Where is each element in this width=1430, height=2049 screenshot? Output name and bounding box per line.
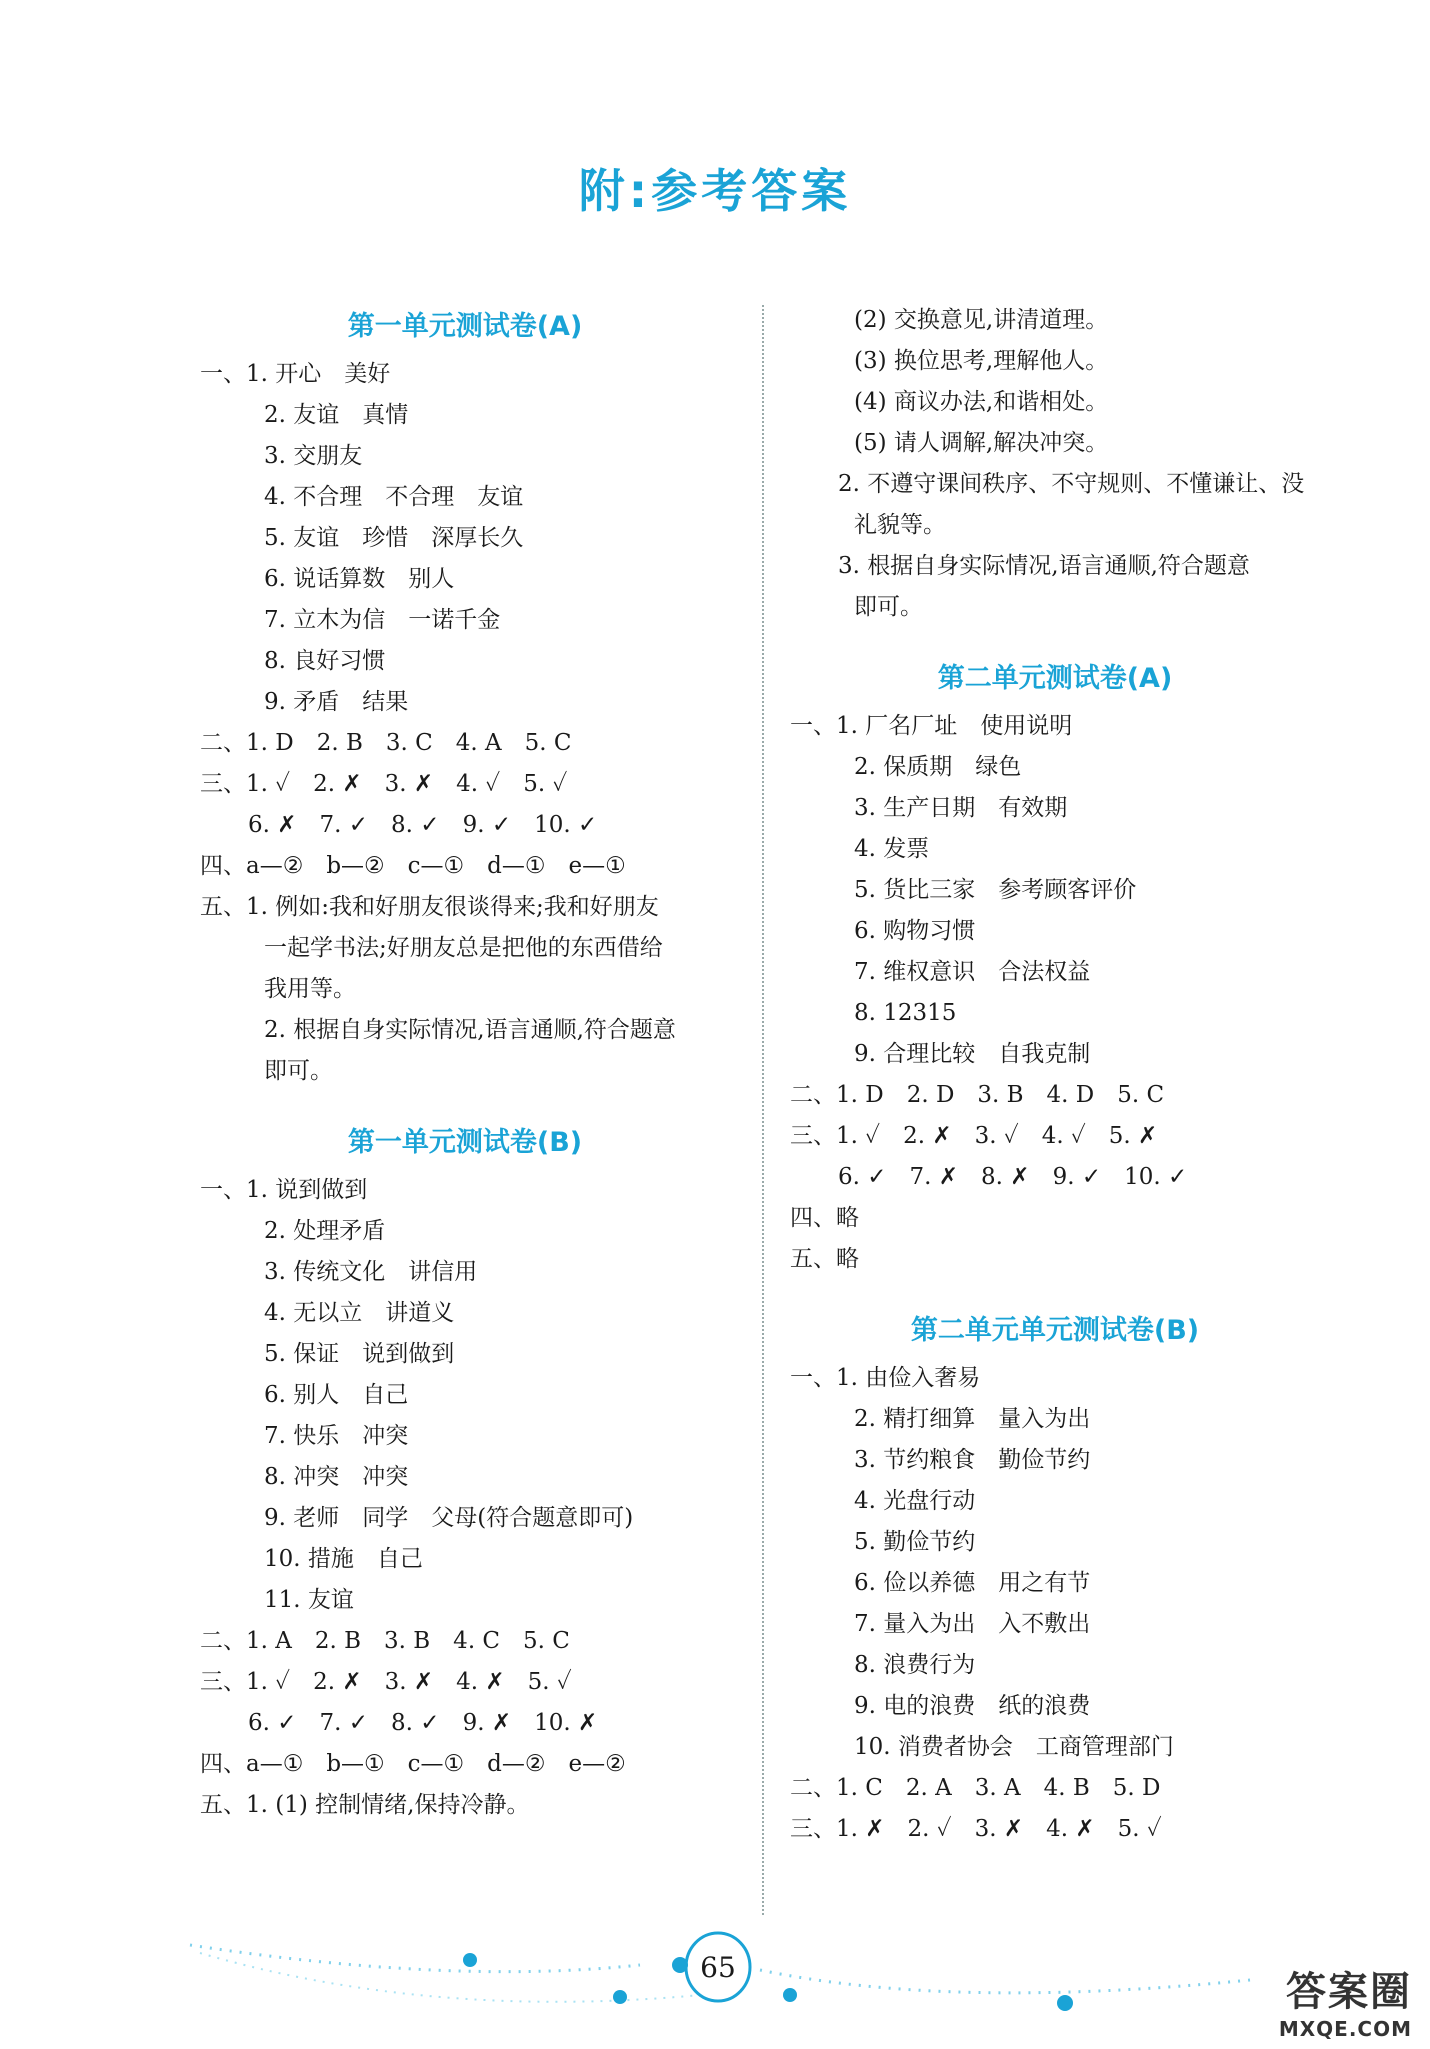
answer-line: 三、1. ✓ 2. ✗ 3. ✗ 4. ✗ 5. ✓ bbox=[200, 1669, 572, 1695]
right-column bbox=[790, 300, 1320, 1850]
answer-line: 5. 友谊 珍惜 深厚长久 bbox=[264, 525, 524, 551]
section-gap bbox=[790, 1280, 1320, 1304]
answer-line: 3. 节约粮食 勤俭节约 bbox=[854, 1447, 1091, 1473]
column-divider bbox=[762, 305, 764, 1915]
answer-line: 5. 货比三家 参考顾客评价 bbox=[854, 877, 1137, 903]
watermark-site: MXQE.COM bbox=[1278, 2017, 1412, 2041]
answer-line: 2. 不遵守课间秩序、不守规则、不懂谦让、没 bbox=[838, 471, 1305, 497]
answer-line: 五、1. 例如:我和好朋友很谈得来;我和好朋友 bbox=[200, 894, 659, 920]
answer-line: 我用等。 bbox=[264, 976, 356, 1002]
answer-line: 二、1. D 2. D 3. B 4. D 5. C bbox=[790, 1082, 1165, 1108]
section-title: 第一单元测试卷(A) bbox=[347, 311, 583, 342]
answer-line: 10. 措施 自己 bbox=[264, 1546, 423, 1572]
answer-line: 4. 不合理 不合理 友谊 bbox=[264, 484, 524, 510]
answer-line: 6. 别人 自己 bbox=[264, 1382, 409, 1408]
answer-line: 四、a—② b—② c—① d—① e—① bbox=[200, 853, 626, 879]
answer-line: 4. 无以立 讲道义 bbox=[264, 1300, 455, 1326]
answer-line: 三、1. ✓ 2. ✗ 3. ✗ 4. ✓ 5. ✓ bbox=[200, 771, 568, 797]
answer-line: 3. 传统文化 讲信用 bbox=[264, 1259, 478, 1285]
answer-line: 8. 12315 bbox=[854, 1000, 957, 1026]
watermark-logo: 答案圈 bbox=[1286, 1969, 1412, 2015]
answer-line: 6. 俭以养德 用之有节 bbox=[854, 1570, 1091, 1596]
answer-line: (3) 换位思考,理解他人。 bbox=[854, 348, 1109, 374]
answer-line: 7. 快乐 冲突 bbox=[264, 1423, 409, 1449]
answer-line: 10. 消费者协会 工商管理部门 bbox=[854, 1734, 1174, 1760]
answer-line: 9. 电的浪费 纸的浪费 bbox=[854, 1693, 1091, 1719]
answer-line: 2. 保质期 绿色 bbox=[854, 754, 1022, 780]
section-title: 第二单元测试卷(A) bbox=[937, 663, 1173, 694]
answer-line: 7. 维权意识 合法权益 bbox=[854, 959, 1091, 985]
answer-line: 11. 友谊 bbox=[264, 1587, 354, 1613]
answer-line: 即可。 bbox=[854, 594, 923, 620]
answer-line: 二、1. A 2. B 3. B 4. C 5. C bbox=[200, 1628, 570, 1654]
answer-line: 7. 立木为信 一诺千金 bbox=[264, 607, 501, 633]
answer-line: 5. 保证 说到做到 bbox=[264, 1341, 455, 1367]
answer-line: 8. 良好习惯 bbox=[264, 648, 386, 674]
answer-line: 9. 老师 同学 父母(符合题意即可) bbox=[264, 1505, 634, 1531]
answer-line: 6. ✓ 7. ✗ 8. ✗ 9. ✓ 10. ✓ bbox=[838, 1164, 1188, 1190]
answer-line: 2. 精打细算 量入为出 bbox=[854, 1406, 1091, 1432]
answer-line: 9. 合理比较 自我克制 bbox=[854, 1041, 1091, 1067]
answer-line: 8. 冲突 冲突 bbox=[264, 1464, 409, 1490]
site-watermark bbox=[1279, 1960, 1412, 2041]
section-title: 第一单元测试卷(B) bbox=[347, 1127, 583, 1158]
answer-line: 3. 交朋友 bbox=[264, 443, 363, 469]
section-gap bbox=[200, 1092, 730, 1116]
answer-line: 一、1. 厂名厂址 使用说明 bbox=[790, 713, 1073, 739]
left-column bbox=[200, 300, 730, 1826]
answer-line: 6. ✓ 7. ✓ 8. ✓ 9. ✗ 10. ✗ bbox=[248, 1710, 598, 1736]
answer-line: 3. 根据自身实际情况,语言通顺,符合题意 bbox=[838, 553, 1250, 579]
answer-line: 9. 矛盾 结果 bbox=[264, 689, 409, 715]
answer-line: 6. 说话算数 别人 bbox=[264, 566, 455, 592]
answer-line: 一、1. 由俭入奢易 bbox=[790, 1365, 981, 1391]
answer-line: 8. 浪费行为 bbox=[854, 1652, 976, 1678]
answer-line: 一起学书法;好朋友总是把他的东西借给 bbox=[264, 935, 663, 961]
answer-line: 即可。 bbox=[264, 1058, 333, 1084]
answer-line: (5) 请人调解,解决冲突。 bbox=[854, 430, 1109, 456]
answer-line: 四、略 bbox=[790, 1205, 859, 1231]
answer-line: 4. 发票 bbox=[854, 836, 930, 862]
page-number: 65 bbox=[700, 1951, 736, 1984]
answer-line: 6. ✗ 7. ✓ 8. ✓ 9. ✓ 10. ✓ bbox=[248, 812, 598, 838]
answer-line: 一、1. 开心 美好 bbox=[200, 361, 391, 387]
answer-line: 四、a—① b—① c—① d—② e—② bbox=[200, 1751, 626, 1777]
answer-line: (2) 交换意见,讲清道理。 bbox=[854, 307, 1109, 333]
answer-line: 2. 根据自身实际情况,语言通顺,符合题意 bbox=[264, 1017, 676, 1043]
answer-line: 二、1. D 2. B 3. C 4. A 5. C bbox=[200, 730, 572, 756]
answer-line: 三、1. ✓ 2. ✗ 3. ✓ 4. ✓ 5. ✗ bbox=[790, 1123, 1158, 1149]
answer-line: 三、1. ✗ 2. ✓ 3. ✗ 4. ✗ 5. ✓ bbox=[790, 1816, 1162, 1842]
answer-line: 五、略 bbox=[790, 1246, 859, 1272]
answer-line: 3. 生产日期 有效期 bbox=[854, 795, 1068, 821]
section-gap bbox=[790, 628, 1320, 652]
answer-line: 礼貌等。 bbox=[854, 512, 946, 538]
page-title: 附:参考答案 bbox=[578, 164, 852, 218]
answer-line: 6. 购物习惯 bbox=[854, 918, 976, 944]
answer-line: 7. 量入为出 入不敷出 bbox=[854, 1611, 1091, 1637]
section-title: 第二单元单元测试卷(B) bbox=[910, 1315, 1200, 1346]
answer-line: 4. 光盘行动 bbox=[854, 1488, 976, 1514]
answer-line: 5. 勤俭节约 bbox=[854, 1529, 976, 1555]
answer-line: 五、1. (1) 控制情绪,保持冷静。 bbox=[200, 1792, 530, 1818]
answer-line: 二、1. C 2. A 3. A 4. B 5. D bbox=[790, 1775, 1161, 1801]
answer-line: 2. 处理矛盾 bbox=[264, 1218, 386, 1244]
answer-line: 一、1. 说到做到 bbox=[200, 1177, 368, 1203]
answer-line: (4) 商议办法,和谐相处。 bbox=[854, 389, 1109, 415]
answer-line: 2. 友谊 真情 bbox=[264, 402, 409, 428]
